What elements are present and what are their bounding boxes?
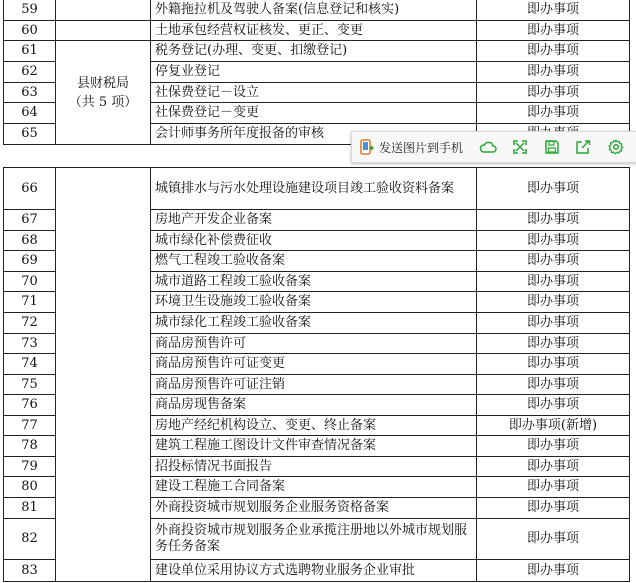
matter-type: 即办事项 bbox=[477, 62, 630, 83]
matter-name: 停复业登记 bbox=[151, 62, 477, 83]
row-number: 59 bbox=[4, 0, 56, 21]
matter-name: 城市绿化补偿费征收 bbox=[151, 231, 477, 251]
row-number: 70 bbox=[4, 272, 56, 292]
matter-type: 即办事项 bbox=[477, 231, 630, 251]
matter-type: 即办事项 bbox=[477, 334, 630, 354]
row-number: 72 bbox=[4, 313, 56, 334]
matter-name: 社保费登记－变更 bbox=[151, 103, 477, 124]
matter-name: 房地产经纪机构设立、变更、终止备案 bbox=[151, 416, 477, 436]
department-label: 县财税局 （共 5 项） bbox=[68, 75, 138, 110]
matter-type: 即办事项 bbox=[477, 519, 630, 560]
table-row bbox=[4, 21, 630, 41]
matter-type: 即办事项 bbox=[477, 251, 630, 272]
matter-type: 即办事项 bbox=[477, 313, 630, 334]
matter-type: 即办事项 bbox=[477, 210, 630, 231]
matter-type: 即办事项 bbox=[477, 272, 630, 292]
row-number: 75 bbox=[4, 375, 56, 395]
matter-type: 即办事项 bbox=[477, 477, 630, 498]
image-toolbar bbox=[351, 131, 636, 163]
row-number: 79 bbox=[4, 457, 56, 477]
matter-name: 商品房预售许可证注销 bbox=[151, 375, 477, 395]
matter-type: 即办事项(新增) bbox=[477, 416, 630, 436]
matter-name: 燃气工程竣工验收备案 bbox=[151, 251, 477, 272]
expand-icon bbox=[513, 140, 527, 154]
department-cell-empty bbox=[56, 168, 151, 582]
matter-type: 即办事项 bbox=[477, 375, 630, 395]
matter-name: 房地产开发企业备案 bbox=[151, 210, 477, 231]
matter-name: 城市道路工程竣工验收备案 bbox=[151, 272, 477, 292]
matter-type: 即办事项 bbox=[477, 83, 630, 103]
row-number: 74 bbox=[4, 354, 56, 375]
row-number: 77 bbox=[4, 416, 56, 436]
table-row bbox=[4, 0, 630, 21]
row-number: 76 bbox=[4, 395, 56, 416]
matters-table-lower bbox=[3, 167, 630, 582]
matter-name: 社保费登记－设立 bbox=[151, 83, 477, 103]
share-icon bbox=[576, 140, 591, 154]
matter-type: 即办事项 bbox=[477, 0, 630, 21]
matter-name: 环境卫生设施竣工验收备案 bbox=[151, 292, 477, 313]
row-number: 81 bbox=[4, 498, 56, 519]
matter-name: 建设工程施工合同备案 bbox=[151, 477, 477, 498]
row-number: 71 bbox=[4, 292, 56, 313]
row-number: 82 bbox=[4, 519, 56, 560]
row-number: 66 bbox=[4, 168, 56, 210]
matter-name: 商品房预售许可 bbox=[151, 334, 477, 354]
matter-type: 即办事项 bbox=[477, 168, 630, 210]
matter-type: 即办事项 bbox=[477, 21, 630, 41]
row-number: 62 bbox=[4, 62, 56, 83]
matter-name: 外籍拖拉机及驾驶人备案(信息登记和核实) bbox=[151, 0, 477, 21]
row-number: 67 bbox=[4, 210, 56, 231]
matter-name: 外商投资城市规划服务企业服务资格备案 bbox=[151, 498, 477, 519]
matter-type: 即办事项 bbox=[477, 498, 630, 519]
row-number: 73 bbox=[4, 334, 56, 354]
table-row bbox=[4, 41, 630, 62]
share-button[interactable] bbox=[567, 132, 599, 162]
matter-type: 即办事项 bbox=[477, 457, 630, 477]
settings-button[interactable] bbox=[599, 132, 631, 162]
department-cell-empty bbox=[56, 0, 151, 21]
row-number: 83 bbox=[4, 560, 56, 582]
save-button[interactable] bbox=[535, 132, 567, 162]
row-number: 64 bbox=[4, 103, 56, 124]
matter-name: 招投标情况书面报告 bbox=[151, 457, 477, 477]
save-icon bbox=[545, 140, 559, 154]
matter-name: 会计师事务所年度报备的审核 bbox=[151, 124, 477, 145]
matter-type: 即办事项 bbox=[477, 41, 630, 62]
matter-name: 城镇排水与污水处理设施建设项目竣工验收资料备案 bbox=[151, 168, 477, 210]
row-number: 63 bbox=[4, 83, 56, 103]
send-to-phone-label: 发送图片到手机 bbox=[379, 140, 464, 155]
matter-type: 即办事项 bbox=[477, 560, 630, 582]
department-cell bbox=[56, 41, 151, 145]
row-number: 68 bbox=[4, 231, 56, 251]
row-number: 80 bbox=[4, 477, 56, 498]
expand-button[interactable] bbox=[503, 132, 535, 162]
row-number: 69 bbox=[4, 251, 56, 272]
matters-table-upper bbox=[3, 0, 630, 145]
matter-name: 城市绿化工程竣工验收备案 bbox=[151, 313, 477, 334]
matter-name: 建设单位采用协议方式选聘物业服务企业审批 bbox=[151, 560, 477, 582]
row-number: 61 bbox=[4, 41, 56, 62]
cloud-button[interactable] bbox=[471, 132, 503, 162]
gear-icon bbox=[608, 139, 624, 155]
matter-name: 商品房预售许可证变更 bbox=[151, 354, 477, 375]
cloud-icon bbox=[479, 140, 497, 154]
matter-type: 即办事项 bbox=[477, 103, 630, 124]
row-number: 65 bbox=[4, 124, 56, 145]
matter-name: 土地承包经营权证核发、更正、变更 bbox=[151, 21, 477, 41]
matter-name: 外商投资城市规划服务企业承揽注册地以外城市规划服务任务备案 bbox=[151, 519, 477, 560]
table-row bbox=[4, 168, 630, 210]
phone-send-icon bbox=[360, 139, 374, 155]
matter-name: 商品房现售备案 bbox=[151, 395, 477, 416]
row-number: 78 bbox=[4, 436, 56, 457]
row-number: 60 bbox=[4, 21, 56, 41]
matter-type: 即办事项 bbox=[477, 395, 630, 416]
matter-type: 即办事项 bbox=[477, 292, 630, 313]
matter-name: 税务登记(办理、变更、扣缴登记) bbox=[151, 41, 477, 62]
matter-type: 即办事项 bbox=[477, 436, 630, 457]
department-cell-empty bbox=[56, 21, 151, 41]
send-to-phone-button[interactable] bbox=[352, 132, 471, 162]
matter-type: 即办事项 bbox=[477, 354, 630, 375]
matter-name: 建筑工程施工图设计文件审查情况备案 bbox=[151, 436, 477, 457]
